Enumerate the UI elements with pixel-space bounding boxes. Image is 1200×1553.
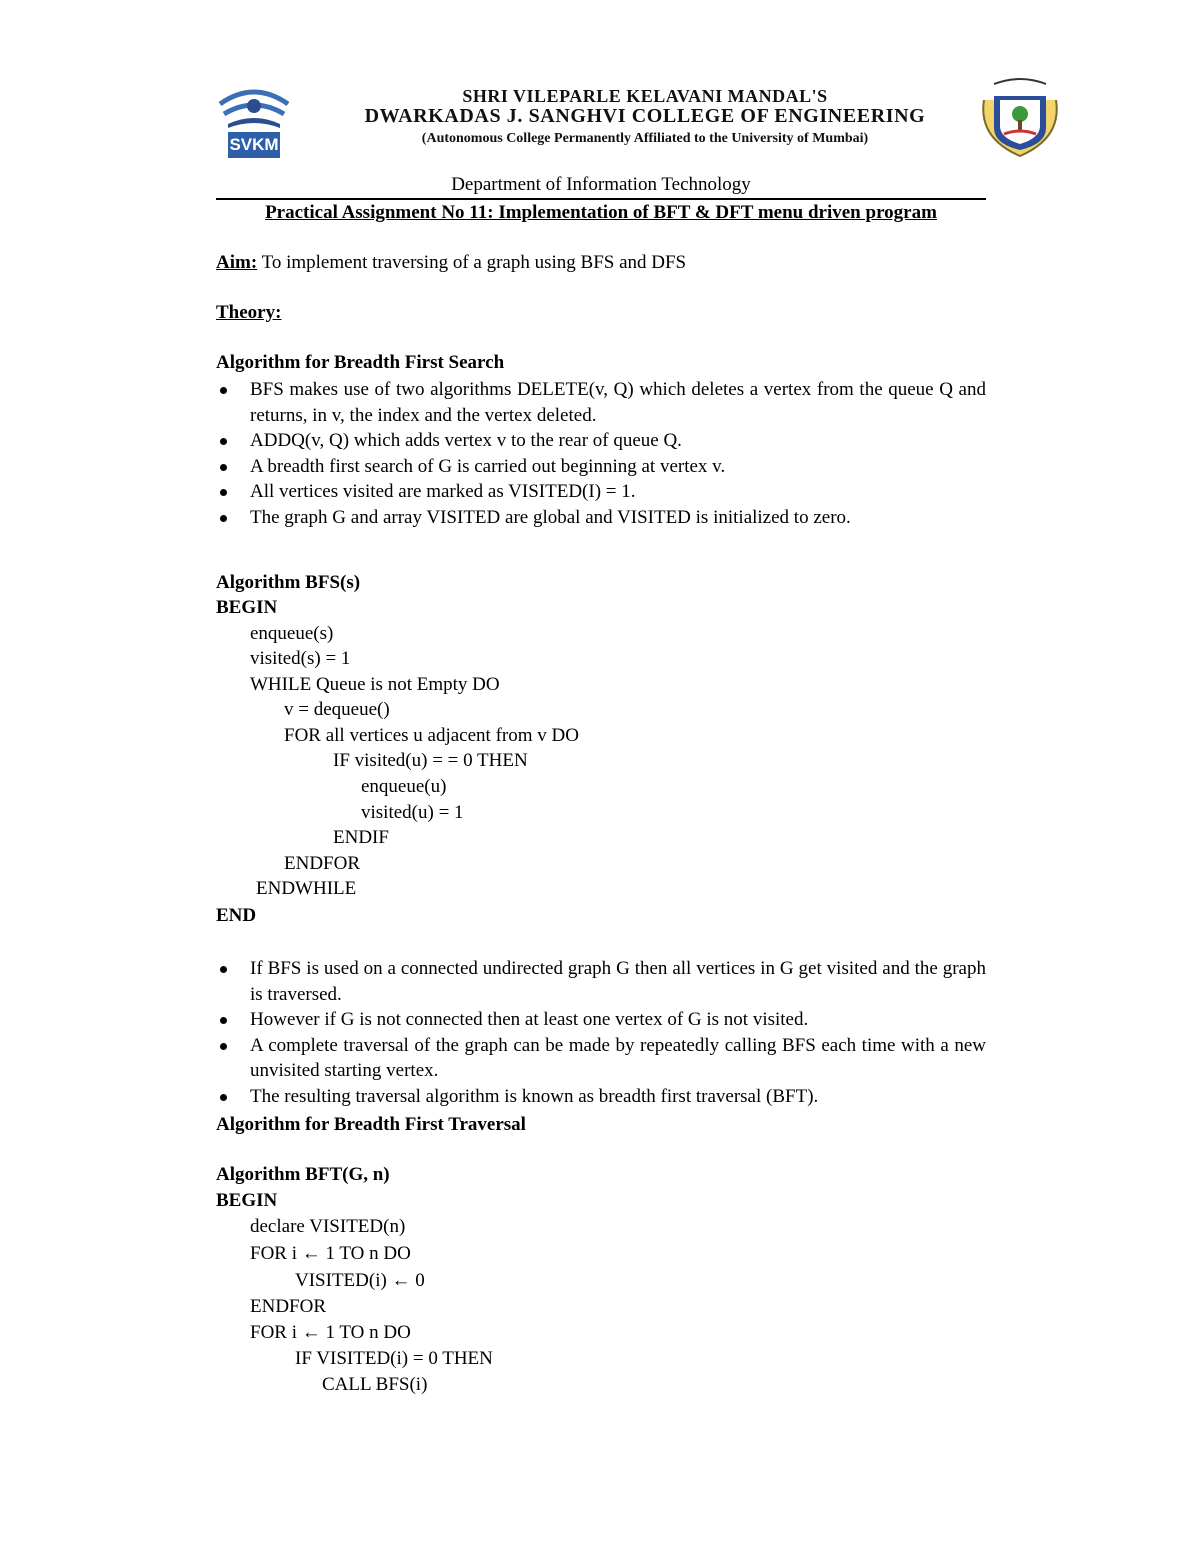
code-line: FOR all vertices u adjacent from v DO	[284, 725, 579, 746]
list-item: ADDQ(v, Q) which adds vertex v to the rear of queue Q.	[216, 428, 986, 454]
code-line: WHILE Queue is not Empty DO	[250, 674, 500, 695]
code-line: visited(s) = 1	[250, 648, 351, 669]
code-line: ENDFOR	[284, 853, 361, 874]
bfs-section-heading: Algorithm for Breadth First Search	[216, 352, 505, 373]
list-item: However if G is not connected then at least one vertex of G is not visited.	[216, 1007, 986, 1033]
code-line: declare VISITED(n)	[250, 1216, 406, 1237]
aim-text: To implement traversing of a graph using BFS and DFS	[257, 252, 687, 273]
header-college-name: DWARKADAS J. SANGHVI COLLEGE OF ENGINEERING	[364, 105, 926, 127]
list-item: The resulting traversal algorithm is known as breadth first traversal (BFT).	[216, 1084, 986, 1110]
list-item: A breadth first search of G is carried out beginning at vertex v.	[216, 454, 986, 480]
code-line: enqueue(s)	[250, 623, 334, 644]
bft-notes-list	[216, 956, 986, 1109]
list-item: A complete traversal of the graph can be made by repeatedly calling BFS each time with a new unvisited starting vertex.	[216, 1033, 986, 1084]
code-line: IF visited(u) = = 0 THEN	[333, 750, 528, 771]
header-divider	[216, 198, 986, 200]
aim-line	[216, 251, 686, 275]
bfs-begin: BEGIN	[216, 597, 278, 618]
svkm-logo	[214, 74, 294, 160]
list-item: All vertices visited are marked as VISITED(I) = 1.	[216, 479, 986, 505]
code-line: ENDWHILE	[256, 878, 357, 899]
college-seal-logo	[974, 76, 1066, 160]
list-item: The graph G and array VISITED are global and VISITED is initialized to zero.	[216, 505, 986, 531]
bfs-bullet-list	[216, 377, 986, 530]
list-item: If BFS is used on a connected undirected graph G then all vertices in G get visited and the graph is traversed.	[216, 956, 986, 1007]
code-line: CALL BFS(i)	[322, 1374, 428, 1395]
theory-heading: Theory:	[216, 302, 282, 323]
header-affiliation: (Autonomous College Permanently Affiliated to the University of Mumbai)	[421, 131, 869, 146]
aim-label: Aim:	[216, 252, 258, 273]
code-line: visited(u) = 1	[361, 802, 464, 823]
code-line: FOR i ← 1 TO n DO	[250, 1243, 411, 1264]
bft-algorithm-title: Algorithm BFT(G, n)	[216, 1164, 390, 1185]
code-line: FOR i ← 1 TO n DO	[250, 1322, 411, 1343]
svkm-logo-text: SVKM	[229, 135, 279, 154]
code-line: ENDIF	[333, 827, 389, 848]
code-line: enqueue(u)	[361, 776, 447, 797]
bft-section-heading: Algorithm for Breadth First Traversal	[216, 1114, 526, 1135]
department-name: Department of Information Technology	[451, 174, 751, 195]
code-line: ENDFOR	[250, 1296, 327, 1317]
list-item: BFS makes use of two algorithms DELETE(v, Q) which deletes a vertex from the queue Q and returns, in v, the index and the vertex deleted.	[216, 377, 986, 428]
bfs-end: END	[216, 905, 257, 926]
code-line: VISITED(i) ← 0	[295, 1270, 425, 1291]
bfs-algorithm-title: Algorithm BFS(s)	[216, 572, 361, 593]
assignment-title: Practical Assignment No 11: Implementation of BFT & DFT menu driven program	[265, 202, 937, 223]
bft-begin: BEGIN	[216, 1190, 278, 1211]
code-line: v = dequeue()	[284, 699, 390, 720]
code-line: IF VISITED(i) = 0 THEN	[295, 1348, 493, 1369]
header-trust-name: SHRI VILEPARLE KELAVANI MANDAL'S	[462, 86, 828, 106]
